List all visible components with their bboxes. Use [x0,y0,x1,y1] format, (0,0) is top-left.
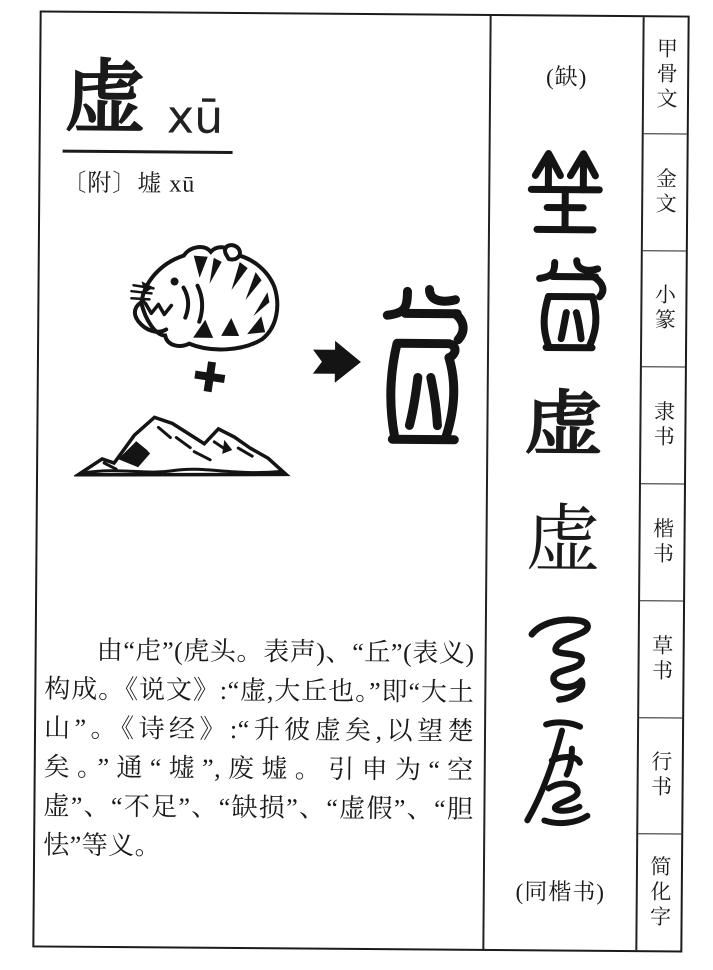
sidebar-label: 楷书 [650,517,675,568]
etymology-explanation: 由“虍”(虎头。表声)、“丘”(表义)构成。《说文》:“虚,大丘也。”即“大土山”。《诗经》:“升彼虚矣,以望楚矣。”通“墟”,废墟。引申为“空虚”、“不足”、“缺损”、“虚假”、“胆怯”等义。 [43,635,475,861]
clerical-script-glyph: 虚 [524,384,604,464]
sidebar-label: 行书 [648,750,673,801]
headword-pinyin: xū [166,89,224,144]
sidebar-item-running [638,718,682,835]
seal-script-glyph [364,281,473,464]
small-seal-row [489,249,641,367]
sidebar-label: 甲骨文 [653,37,679,113]
sidebar-label: 草书 [649,633,674,685]
sidebar-label: 隶书 [651,400,676,451]
sidebar-item-simplified [637,834,681,950]
plus-icon [193,360,227,394]
small-seal-glyph [518,256,611,359]
headword-character: 虚 [64,54,146,144]
sidebar-item-regular [640,484,684,601]
sidebar-label: 小篆 [652,283,677,334]
sidebar-label: 简化字 [647,854,673,931]
entry-main-column [34,12,489,948]
sidebar-item-small-seal [642,251,686,368]
tiger-head-icon [127,241,286,358]
oracle-missing-note: (缺) [545,64,588,90]
cursive-script-row [486,598,638,716]
mountain-icon [74,397,295,483]
regular-script-row [487,482,639,600]
variant-entry: 〔附〕墟 xū [62,170,196,198]
sidebar-item-bronze [643,134,687,251]
arrow-right-icon [311,339,363,385]
sidebar-item-oracle-bone [644,17,688,134]
script-type-sidebar [635,17,687,950]
running-script-row [485,715,637,833]
regular-script-glyph: 虚 [525,499,601,583]
simplified-row [484,831,636,949]
sidebar-item-clerical [641,367,685,484]
running-script-glyph [517,716,606,831]
bronze-script-row [490,133,642,251]
dictionary-page-frame [32,10,689,952]
cursive-script-glyph [521,608,604,707]
title-underline [63,150,233,154]
clerical-script-row [488,366,640,484]
sidebar-label: 金文 [653,166,678,218]
bronze-script-glyph [524,141,607,242]
simplified-same-note: (同楷书) [515,879,606,906]
etymology-illustration [66,241,476,496]
sidebar-item-cursive [639,601,683,718]
script-forms-column [482,16,642,950]
oracle-bone-row [491,16,643,134]
